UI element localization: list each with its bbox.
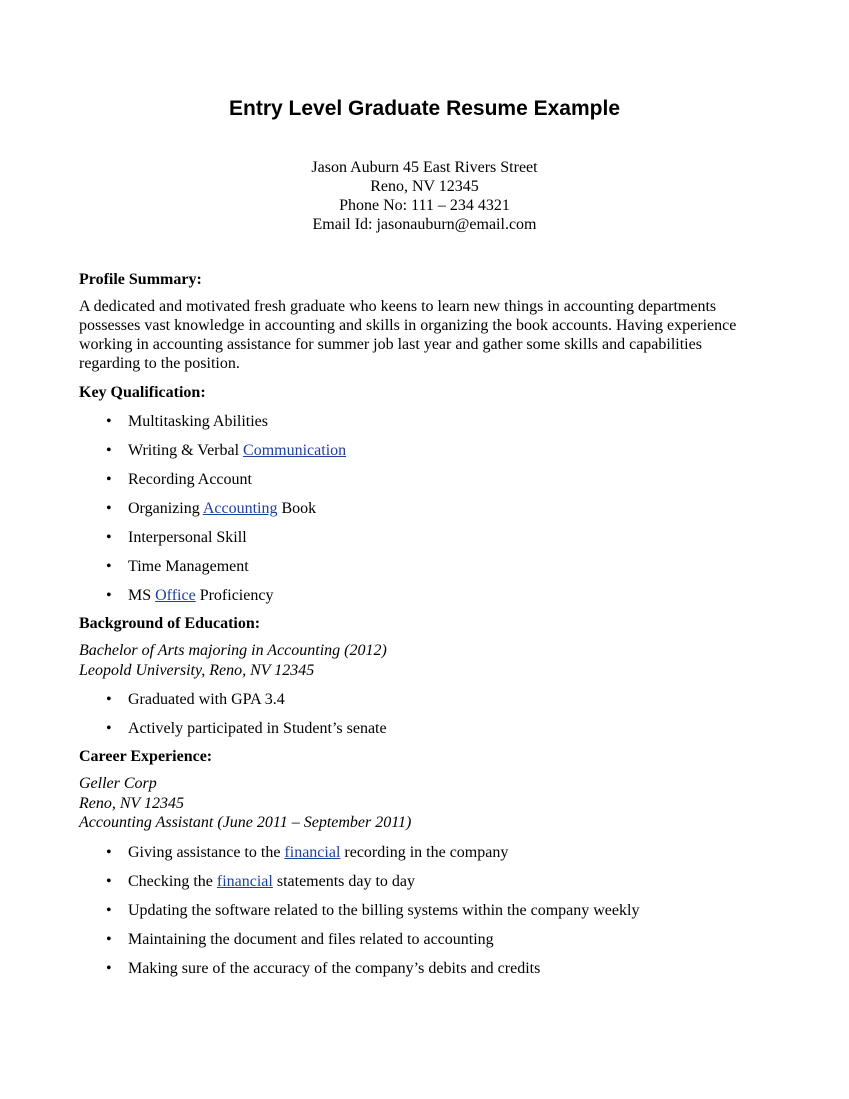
- list-item: • Making sure of the accuracy of the company’s debits and credits: [106, 959, 541, 977]
- financial-link[interactable]: financial: [216, 872, 273, 890]
- qualification-list: [79, 412, 779, 605]
- school-text: Leopold University, Reno, NV 12345: [79, 661, 315, 679]
- career-list: [79, 843, 779, 978]
- education-list: [79, 690, 779, 738]
- profile-line: A dedicated and motivated fresh graduate who keens to learn new things in accounting departments: [79, 298, 717, 315]
- bullet-icon: •: [106, 901, 112, 919]
- bullet-icon: •: [106, 471, 112, 488]
- list-item: • Multitasking Abilities: [106, 413, 269, 430]
- education-details: [79, 641, 779, 680]
- contact-email: Email Id: jasonauburn@email.com: [312, 216, 537, 233]
- list-item: • Time Management: [106, 558, 249, 575]
- bullet-icon: •: [106, 872, 112, 890]
- bullet-icon: •: [106, 529, 112, 546]
- career-details: [79, 774, 779, 833]
- office-link[interactable]: Office: [155, 587, 196, 604]
- bullet-icon: •: [106, 587, 112, 604]
- contact-city: Reno, NV 12345: [370, 178, 479, 195]
- position-text: Accounting Assistant (June 2011 – September 2011): [79, 814, 412, 831]
- key-qualification-heading: Key Qualification:: [79, 384, 206, 401]
- list-item: • Graduated with GPA 3.4: [106, 691, 285, 708]
- company-text: Geller Corp: [79, 775, 157, 792]
- bullet-icon: •: [106, 930, 112, 948]
- education-heading: Background of Education:: [79, 615, 261, 632]
- financial-link[interactable]: financial: [284, 843, 341, 861]
- profile-line: regarding to the position.: [79, 355, 240, 372]
- contact-name-address: Jason Auburn 45 East Rivers Street: [311, 159, 538, 176]
- profile-line: working in accounting assistance for summer job last year and gather some skills and capabilities: [79, 336, 702, 353]
- contact-phone: Phone No: 111 – 234 4321: [339, 197, 510, 214]
- list-item: • MS Office Proficiency: [106, 587, 274, 604]
- profile-line: possesses vast knowledge in accounting and skills in organizing the book accounts. Having experience: [79, 317, 737, 334]
- list-item: • Actively participated in Student’s senate: [106, 720, 387, 737]
- list-item: • Giving assistance to the financial recording in the company: [106, 843, 509, 861]
- accounting-link[interactable]: Accounting: [202, 500, 278, 517]
- bullet-icon: •: [106, 413, 112, 430]
- profile-summary-text: [79, 297, 779, 373]
- communication-link[interactable]: Communication: [243, 442, 347, 459]
- bullet-icon: •: [106, 691, 112, 708]
- list-item: • Updating the software related to the billing systems within the company weekly: [106, 901, 640, 919]
- list-item: • Recording Account: [106, 471, 252, 488]
- list-item: • Writing & Verbal Communication: [106, 442, 347, 459]
- bullet-icon: •: [106, 720, 112, 737]
- bullet-icon: •: [106, 500, 112, 517]
- list-item: • Maintaining the document and files related to accounting: [106, 930, 494, 948]
- degree-text: Bachelor of Arts majoring in Accounting (2012): [79, 642, 387, 659]
- career-heading: Career Experience:: [79, 748, 213, 765]
- list-item: • Organizing Accounting Book: [106, 500, 317, 517]
- bullet-icon: •: [106, 442, 112, 459]
- page-title: Entry Level Graduate Resume Example: [229, 97, 620, 120]
- bullet-icon: •: [106, 959, 112, 977]
- company-location-text: Reno, NV 12345: [79, 794, 185, 812]
- resume-body: [79, 270, 779, 978]
- bullet-icon: •: [106, 843, 112, 861]
- list-item: • Interpersonal Skill: [106, 529, 247, 546]
- list-item: • Checking the financial statements day to day: [106, 872, 416, 890]
- bullet-icon: •: [106, 558, 112, 575]
- contact-block: [0, 158, 849, 234]
- profile-summary-heading: Profile Summary:: [79, 271, 202, 288]
